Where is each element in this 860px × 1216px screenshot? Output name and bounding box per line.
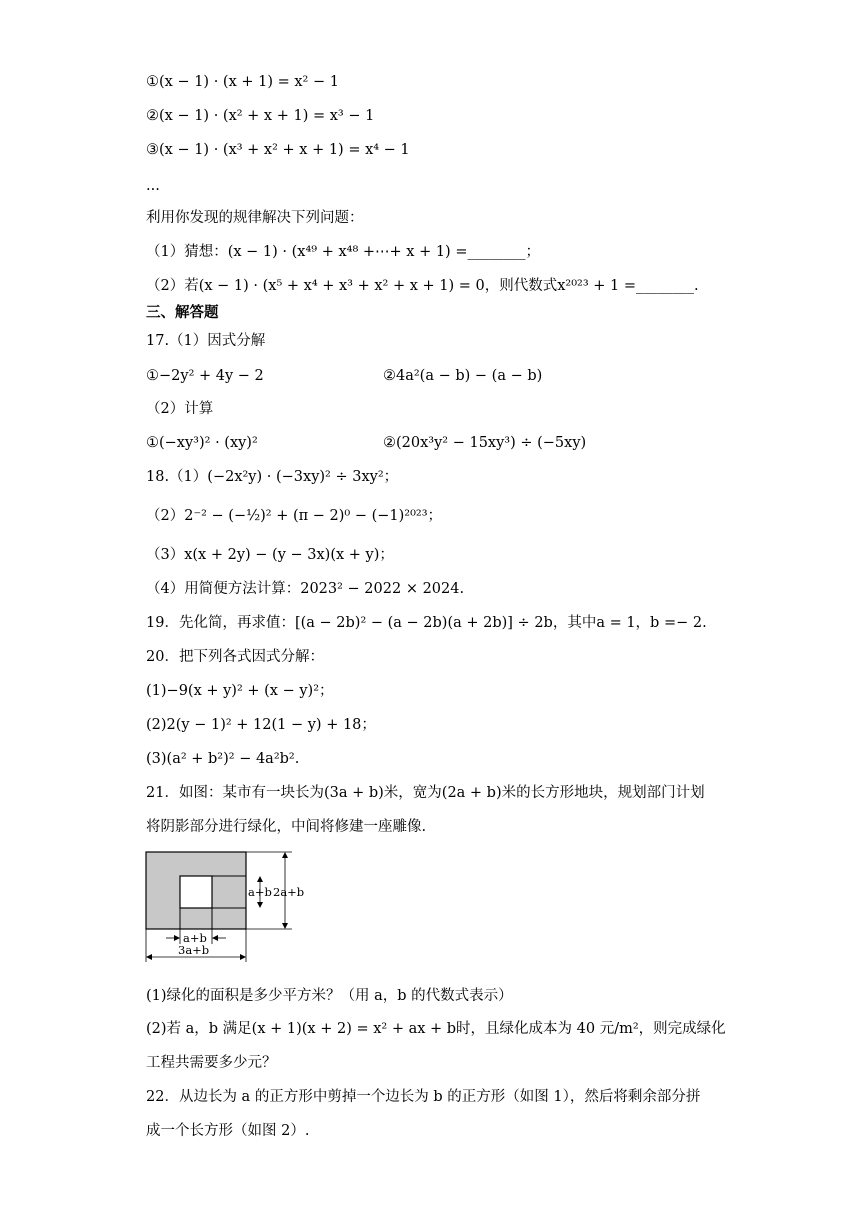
question-21-line1: 21．如图：某市有一块长为(3a + b)米，宽为(2a + b)米的长方形地块，规划部门计划	[146, 785, 705, 801]
pattern-line-1: ①(x − 1) · (x + 1) = x² − 1	[146, 74, 339, 90]
label-3ab: 3a+b	[178, 943, 210, 957]
question-17-title: 17.（1）因式分解	[146, 333, 266, 349]
question-20-2: (2)2(y − 1)² + 12(1 − y) + 18；	[146, 717, 376, 733]
question-21-line2: 将阴影部分进行绿化，中间将修建一座雕像.	[146, 819, 427, 835]
label-ab-bottom: a+b	[183, 931, 207, 945]
question-18-3: （3）x(x + 2y) − (y − 3x)(x + y)；	[146, 547, 394, 563]
pattern-line-2: ②(x − 1) · (x² + x + 1) = x³ − 1	[146, 108, 375, 124]
question-20-3: (3)(a² + b²)² − 4a²b².	[146, 751, 300, 767]
question-19: 19．先化简，再求值：[(a − 2b)² − (a − 2b)(a + 2b)] ÷ 2b，其中a = 1，b =− 2.	[146, 615, 707, 631]
question-16-2: （2）若(x − 1) · (x⁵ + x⁴ + x³ + x² + x + 1) = 0，则代数式x²⁰²³ + 1 =________.	[146, 278, 699, 294]
question-20-1: (1)−9(x + y)² + (x − y)²；	[146, 683, 334, 699]
question-18-4: （4）用简便方法计算：2023² − 2022 × 2024.	[146, 581, 465, 597]
question-21-2-line2: 工程共需要多少元？	[146, 1055, 277, 1071]
question-18-1: 18.（1）(−2x²y) · (−3xy)² ÷ 3xy²；	[146, 469, 399, 485]
pattern-line-3: ③(x − 1) · (x³ + x² + x + 1) = x⁴ − 1	[146, 142, 410, 158]
question-22-line1: 22．从边长为 a 的正方形中剪掉一个边长为 b 的正方形（如图 1），然后将剩余部分拼	[146, 1089, 701, 1105]
question-17-a1: ①−2y² + 4y − 2	[146, 368, 264, 384]
ellipsis: ...	[146, 178, 160, 194]
question-22-line2: 成一个长方形（如图 2）.	[146, 1123, 310, 1139]
question-18-2: （2）2⁻² − (−½)² + (π − 2)⁰ − (−1)²⁰²³；	[146, 508, 443, 524]
section-heading: 三、解答题	[146, 304, 219, 321]
question-16-1: （1）猜想：(x − 1) · (x⁴⁹ + x⁴⁸ +⋯+ x + 1) =________；	[146, 244, 540, 260]
label-2ab: 2a+b	[273, 885, 305, 899]
instruction-text: 利用你发现的规律解决下列问题：	[146, 210, 364, 226]
question-21-1: (1)绿化的面积是多少平方米？（用 a，b 的代数式表示）	[146, 988, 513, 1004]
question-17-b2: ②(20x³y² − 15xy³) ÷ (−5xy)	[383, 435, 587, 451]
question-21-2-line1: (2)若 a，b 满足(x + 1)(x + 2) = x² + ax + b时，且绿化成本为 40 元/m²，则完成绿化	[146, 1021, 726, 1037]
statue-square	[180, 876, 212, 908]
garden-figure	[140, 846, 310, 968]
question-17-part2: （2）计算	[146, 401, 214, 417]
question-20-title: 20．把下列各式因式分解：	[146, 649, 324, 665]
label-ab-side: a+b	[248, 885, 272, 899]
question-17-a2: ②4a²(a − b) − (a − b)	[383, 368, 543, 384]
question-17-b1: ①(−xy³)² · (xy)²	[146, 435, 258, 451]
